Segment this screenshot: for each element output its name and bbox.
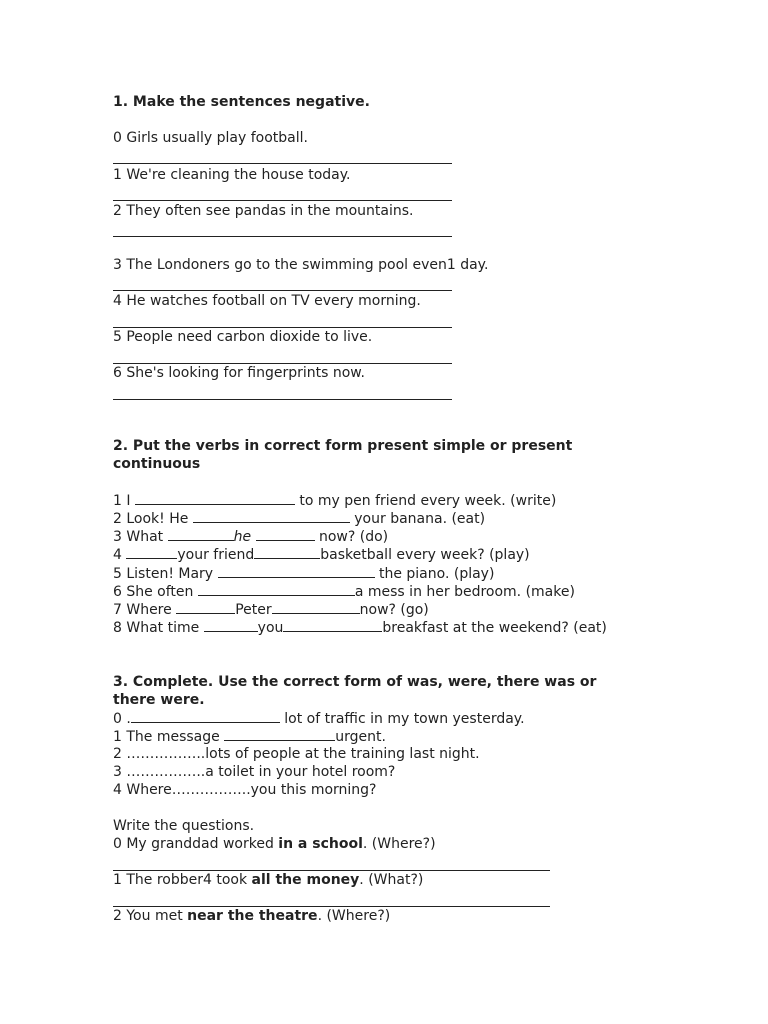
- blank[interactable]: [126, 545, 177, 559]
- blank[interactable]: [168, 527, 234, 541]
- answer-line[interactable]: [113, 163, 452, 164]
- s3-item-2: 2 ……………..lots of people at the training last night.: [113, 746, 480, 762]
- answer-line[interactable]: [113, 290, 452, 291]
- questions-title: Write the questions.: [113, 818, 255, 834]
- s2-item-8: 8 What time you breakfast at the weekend? (eat): [113, 620, 607, 636]
- q-item-1: 1 The robber4 took all the money. (What?): [113, 872, 424, 888]
- section1-title: 1. Make the sentences negative.: [113, 94, 370, 110]
- blank[interactable]: [254, 545, 320, 559]
- blank[interactable]: [193, 509, 350, 523]
- s1-item-1: 1 We're cleaning the house today.: [113, 167, 351, 183]
- blank[interactable]: [131, 709, 280, 723]
- blank[interactable]: [272, 600, 360, 614]
- answer-line[interactable]: [113, 200, 452, 201]
- blank[interactable]: [224, 727, 335, 741]
- s1-item-3: 3 The Londoners go to the swimming pool even1 day.: [113, 257, 489, 273]
- s2-item-5: 5 Listen! Mary the piano. (play): [113, 566, 495, 582]
- s1-item-2: 2 They often see pandas in the mountains.: [113, 203, 414, 219]
- q-item-0: 0 My granddad worked in a school. (Where?): [113, 836, 436, 852]
- section3-title: 3. Complete. Use the correct form of was, were, there was or: [113, 674, 597, 690]
- s1-item-6: 6 She's looking for fingerprints now.: [113, 365, 365, 381]
- s2-item-2: 2 Look! He your banana. (eat): [113, 511, 486, 527]
- blank[interactable]: [283, 618, 382, 632]
- blank[interactable]: [176, 600, 235, 614]
- blank[interactable]: [135, 491, 295, 505]
- blank[interactable]: [204, 618, 258, 632]
- blank[interactable]: [218, 564, 375, 578]
- answer-line[interactable]: [113, 399, 452, 400]
- s2-item-7: 7 Where Peter now? (go): [113, 602, 429, 618]
- blank[interactable]: [256, 527, 315, 541]
- s1-item-4: 4 He watches football on TV every morning.: [113, 293, 421, 309]
- s2-item-3: 3 What he now? (do): [113, 529, 389, 545]
- s2-item-6: 6 She often a mess in her bedroom. (make): [113, 584, 575, 600]
- section2-title: 2. Put the verbs in correct form present simple or present: [113, 438, 573, 454]
- s3-item-1: 1 The message urgent.: [113, 729, 386, 745]
- answer-line[interactable]: [113, 236, 452, 237]
- section3-title-cont: there were.: [113, 692, 205, 708]
- s1-item-0: 0 Girls usually play football.: [113, 130, 308, 146]
- s3-item-3: 3 ……………..a toilet in your hotel room?: [113, 764, 396, 780]
- q-item-2: 2 You met near the theatre. (Where?): [113, 908, 391, 924]
- section2-title-cont: continuous: [113, 456, 201, 472]
- s3-item-0: 0 . lot of traffic in my town yesterday.: [113, 711, 525, 727]
- s3-item-4: 4 Where……………..you this morning?: [113, 782, 377, 798]
- s1-item-5: 5 People need carbon dioxide to live.: [113, 329, 373, 345]
- blank[interactable]: [198, 582, 355, 596]
- s2-item-1: 1 I to my pen friend every week. (write): [113, 493, 557, 509]
- s2-item-4: 4 your friend basketball every week? (play): [113, 547, 530, 563]
